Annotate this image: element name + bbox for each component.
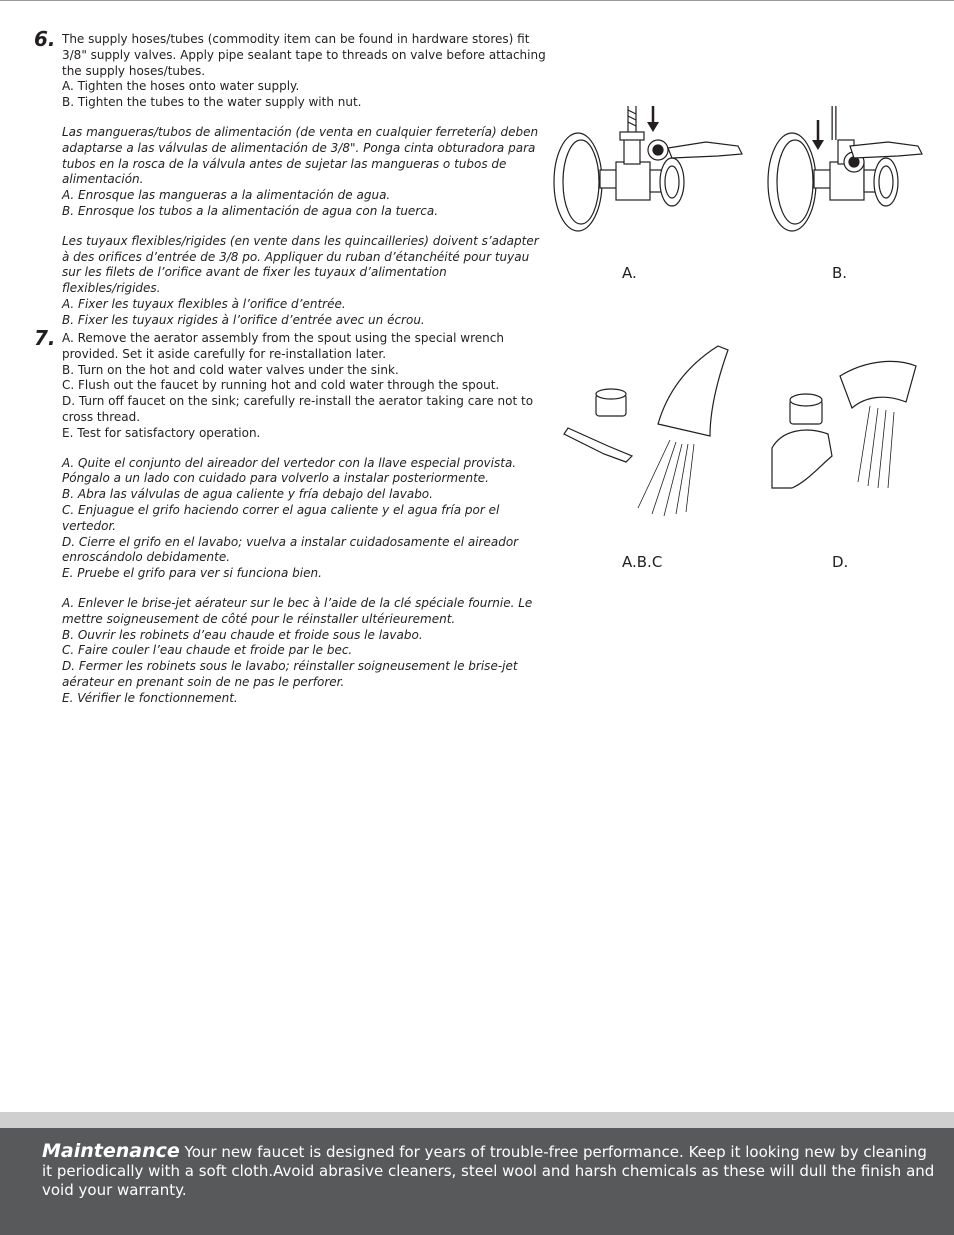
- valve-tube-illustration: [762, 104, 954, 234]
- step-7-number: 7.: [34, 326, 56, 350]
- footer-band: [0, 1112, 954, 1128]
- step-6-number: 6.: [34, 27, 56, 51]
- step-7-en-a: A. Remove the aerator assembly from the spout using the special wrench provided. Set it aside carefully for re-installation later.: [62, 331, 504, 361]
- step-7-french: [62, 596, 546, 707]
- step-6-es-b: B. Enrosque los tubos a la alimentación de agua con la tuerca.: [62, 203, 439, 218]
- step-6-fr-intro: Les tuyaux flexibles/rigides (en vente dans les quincailleries) doivent s’adapter à des orifices d’entrée de 3/8 po. Appliquer du ruban d’étanchéité pour tuyau sur les filets de l’orifice avant de fixer les tuyaux d’alimentation flexibles/rigides.: [62, 233, 539, 296]
- step-7-english: [62, 331, 546, 442]
- step-7-es-e: E. Pruebe el grifo para ver si funciona bien.: [62, 566, 322, 581]
- step-7-fr-e: E. Vérifier le fonctionnement.: [62, 690, 238, 705]
- step-7-es-b: B. Abra las válvulas de agua caliente y fría debajo del lavabo.: [62, 487, 433, 502]
- figure-6b-label: B.: [832, 264, 848, 282]
- step-7-fr-b: B. Ouvrir les robinets d’eau chaude et froide sous le lavabo.: [62, 627, 423, 642]
- step-6-en-b: B. Tighten the tubes to the water supply with nut.: [62, 95, 362, 110]
- top-rule: [0, 0, 954, 1]
- figure-7abc-label: A.B.C: [622, 553, 663, 571]
- step-7-spanish: [62, 456, 546, 582]
- step-7-en-b: B. Turn on the hot and cold water valves under the sink.: [62, 362, 399, 377]
- step-7-fr-a: A. Enlever le brise-jet aérateur sur le bec à l’aide de la clé spéciale fournie. Le mettre soigneusement de côté pour le réinstaller ultérieurement.: [62, 595, 533, 626]
- step-7-es-c: C. Enjuague el grifo haciendo correr el agua caliente y el agua fría por el vertedor.: [62, 502, 500, 533]
- step-7-fr-d: D. Fermer les robinets sous le lavabo; réinstaller soigneusement le brise-jet aérateur en prenant soin de ne pas le perforer.: [62, 659, 518, 689]
- step-6-fr-b: B. Fixer les tuyaux rigides à l’orifice d’entrée avec un écrou.: [62, 312, 425, 327]
- step-6-french: [62, 234, 546, 329]
- step-6: [34, 27, 546, 343]
- maintenance-title: Maintenance: [42, 1140, 180, 1162]
- figure-7d-label: D.: [832, 553, 849, 571]
- aerator-reinstall-illustration: [766, 356, 954, 521]
- step-6-fr-a: A. Fixer les tuyaux flexibles à l’orifice d’entrée.: [62, 296, 346, 311]
- step-6-spanish: [62, 125, 546, 220]
- step-7-en-d: D. Turn off faucet on the sink; carefully re-install the aerator taking care not to cross thread.: [62, 394, 534, 424]
- step-7: [34, 326, 546, 721]
- step-7-en-c: C. Flush out the faucet by running hot and cold water through the spout.: [62, 378, 500, 393]
- figure-6a-label: A.: [622, 264, 637, 282]
- step-6-en-intro: The supply hoses/tubes (commodity item can be found in hardware stores) fit 3/8" supply valves. Apply pipe sealant tape to threads on valve before attaching the supply hoses/tubes.: [62, 32, 546, 78]
- step-7-es-a: A. Quite el conjunto del aireador del vertedor con la llave especial provista. Póngalo a un lado con cuidado para volverlo a instalar posteriormente.: [62, 455, 517, 486]
- step-6-es-intro: Las mangueras/tubos de alimentación (de venta en cualquier ferretería) deben adaptarse a las válvulas de alimentación de 3/8". Ponga cinta obturadora para tubos en la rosca de la válvula antes de sujetar las mangueras o tubos de alimentación.: [62, 124, 539, 187]
- maintenance-paragraph: [42, 1142, 937, 1200]
- valve-hose-illustration: [548, 104, 748, 234]
- step-6-es-a: A. Enrosque las mangueras a la alimentación de agua.: [62, 188, 391, 203]
- step-6-english: [62, 32, 546, 111]
- step-7-fr-c: C. Faire couler l’eau chaude et froide par le bec.: [62, 643, 353, 658]
- maintenance-text: Your new faucet is designed for years of trouble-free performance. Keep it looking new by cleaning it periodically with a soft cloth.Avoid abrasive cleaners, steel wool and harsh chemicals as these will dull the finish and void your warranty.: [42, 1143, 935, 1199]
- step-7-en-e: E. Test for satisfactory operation.: [62, 425, 261, 440]
- step-6-en-a: A. Tighten the hoses onto water supply.: [62, 79, 300, 94]
- step-7-es-d: D. Cierre el grifo en el lavabo; vuelva a instalar cuidadosamente el aireador enroscándolo debidamente.: [62, 534, 519, 565]
- maintenance-footer: [0, 1128, 954, 1235]
- aerator-removal-illustration: [560, 340, 760, 525]
